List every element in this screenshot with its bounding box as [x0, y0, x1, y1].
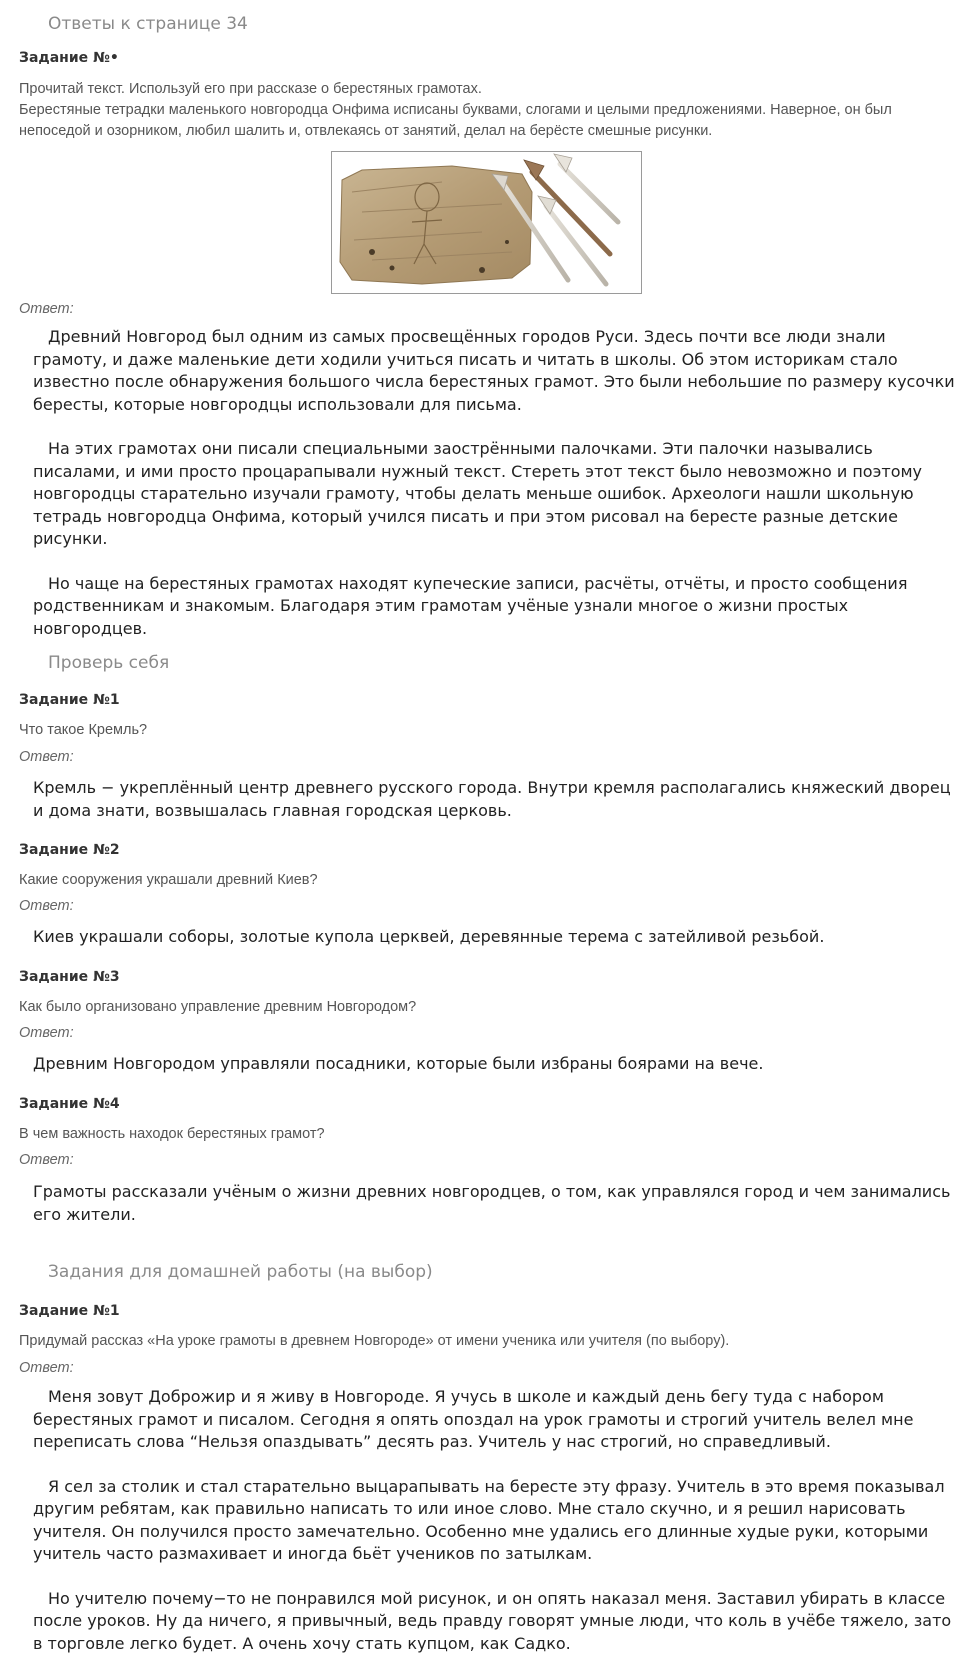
- answer-paragraph: Меня зовут Доброжир и я живу в Новгороде. Я учусь в школе и каждый день бегу туда с набором берестяных грамот и писалом. Сегодня я опять опоздал на урок грамоты и строгий учитель велел мне переписать слова “Нельзя опаздывать” десять раз. Учитель у нас строгий, но справедливый.: [33, 1387, 914, 1451]
- answer-text: Древним Новгородом управляли посадники, которые были избраны боярами на вече.: [33, 1054, 764, 1073]
- question-line: Берестяные тетрадки маленького новгородца Онфима исписаны буквами, слогами и целыми предложениями. Наверное, он был непоседой и озорником, любил шалить и, отвлекаясь от занятий, делал на берёсте смешные рисунки.: [19, 102, 892, 139]
- task-label: Задание №4: [19, 1096, 120, 1112]
- task-question: [19, 79, 959, 142]
- answer-paragraph: Но учителю почему−то не понравился мой рисунок, и он опять наказал меня. Заставил убирать в классе после уроков. Ну да ничего, я привычный, ведь правду говорят умные люди, что коль в учёбе тяжело, зато в торговле легко будет. А очень хочу стать купцом, как Садко.: [33, 1588, 952, 1653]
- answer-text: Киев украшали соборы, золотые купола церквей, деревянные терема с затейливой резьбой.: [33, 927, 825, 946]
- page-title: Ответы к странице 34: [48, 14, 248, 34]
- birch-bark-letter-with-styluses-image: [331, 151, 642, 294]
- answer-label: Ответ:: [19, 1025, 74, 1041]
- answer-label: Ответ:: [19, 1360, 74, 1376]
- task-label: Задание №•: [19, 50, 119, 66]
- task-label: Задание №2: [19, 842, 120, 858]
- answer-paragraph: Но чаще на берестяных грамотах находят купеческие записи, расчёты, отчёты, и просто сообщения родственникам и знакомым. Благодаря этим грамотам учёные узнали многое о жизни простых новгородцев.: [33, 573, 908, 638]
- task-label: Задание №1: [19, 1303, 120, 1319]
- answer-text: [33, 1386, 961, 1655]
- task-question: Придумай рассказ «На уроке грамоты в древнем Новгороде» от имени ученика или учителя (по выбору).: [19, 1333, 730, 1349]
- answer-label: Ответ:: [19, 898, 74, 914]
- question-line: Прочитай текст. Используй его при рассказе о берестяных грамотах.: [19, 81, 482, 97]
- task-question: Что такое Кремль?: [19, 722, 148, 738]
- answer-paragraph: На этих грамотах они писали специальными заострёнными палочками. Эти палочки назывались писалами, и ими просто процарапывали нужный текст. Стереть этот текст было невозможно и поэтому новгородцы старательно изучали грамоту, чтобы делать меньше ошибок. Археологи нашли школьную тетрадь новгородца Онфима, который учился писать и при этом рисовал на бересте разные детские рисунки.: [33, 439, 923, 548]
- task-question: Как было организовано управление древним Новгородом?: [19, 999, 417, 1015]
- answer-text: Кремль − укреплённый центр древнего русского города. Внутри кремля располагались княжеский дворец и дома знати, возвышалась главная городская церковь.: [33, 778, 951, 820]
- answer-label: Ответ:: [19, 301, 74, 317]
- answer-text: [33, 326, 961, 640]
- task-label: Задание №3: [19, 969, 120, 985]
- answer-text: Грамоты рассказали учёным о жизни древних новгородцев, о том, как управлялся город и чем занимались его жители.: [33, 1182, 951, 1224]
- answer-label: Ответ:: [19, 749, 74, 765]
- task-question: В чем важность находок берестяных грамот?: [19, 1126, 325, 1142]
- task-question: Какие сооружения украшали древний Киев?: [19, 872, 318, 888]
- answer-paragraph: Я сел за столик и стал старательно выцарапывать на бересте эту фразу. Учитель в это время показывал другим ребятам, как правильно написать то или иное слово. Мне стало скучно, и я решил нарисовать учителя. Он получился просто замечательно. Особенно мне удались его длинные худые руки, которыми учитель часто размахивает и иногда бьёт учеников по затылкам.: [33, 1476, 945, 1563]
- section-title-check: Проверь себя: [48, 653, 170, 673]
- answer-label: Ответ:: [19, 1152, 74, 1168]
- section-title-homework: Задания для домашней работы (на выбор): [48, 1262, 433, 1282]
- task-label: Задание №1: [19, 692, 120, 708]
- answer-paragraph: Древний Новгород был одним из самых просвещённых городов Руси. Здесь почти все люди знали грамоту, и даже маленькие дети ходили учиться писать и читать в школы. Об этом историкам стало известно после обнаружения большого числа берестяных грамот. Это были небольшие по размеру кусочки бересты, которые новгородцы использовали для письма.: [33, 327, 955, 414]
